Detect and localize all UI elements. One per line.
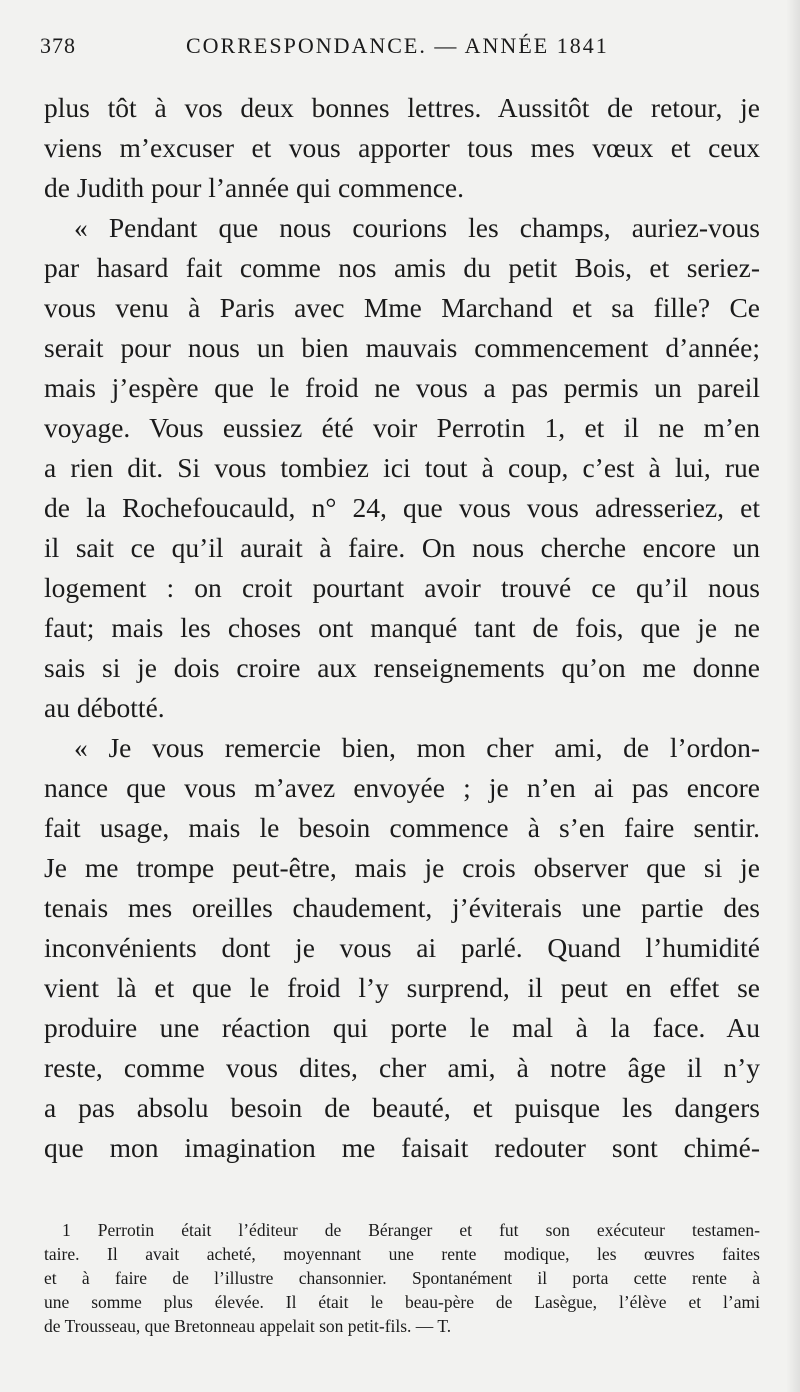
body-line: il sait ce qu’il aurait à faire. On nous cherche encore un [44, 532, 760, 563]
body-line: sais si je dois croire aux renseignements qu’on me donne [44, 652, 760, 683]
body-line: serait pour nous un bien mauvais commencement d’année; [44, 332, 760, 363]
page-number: 378 [40, 33, 76, 58]
body-line: nance que vous m’avez envoyée ; je n’en ai pas encore [44, 772, 760, 803]
body-line: que mon imagination me faisait redouter sont chimé- [44, 1132, 760, 1163]
body-line: viens m’excuser et vous apporter tous mes vœux et ceux [44, 132, 760, 163]
body-line: « Pendant que nous courions les champs, auriez-vous [74, 212, 760, 243]
page-edge-shadow [786, 0, 800, 1392]
body-line: par hasard fait comme nos amis du petit Bois, et seriez- [44, 252, 760, 283]
body-line: vient là et que le froid l’y surprend, il peut en effet se [44, 972, 760, 1003]
footnote-line: taire. Il avait acheté, moyennant une rente modique, les œuvres faites [44, 1244, 760, 1264]
body-line: inconvénients dont je vous ai parlé. Quand l’humidité [44, 932, 760, 963]
footnote-line: et à faire de l’illustre chansonnier. Spontanément il porta cette rente à [44, 1268, 760, 1288]
running-title: CORRESPONDANCE. — ANNÉE 1841 [186, 33, 609, 58]
body-line: vous venu à Paris avec Mme Marchand et sa fille? Ce [44, 292, 760, 323]
body-text [44, 88, 760, 1168]
body-line: logement : on croit pourtant avoir trouvé ce qu’il nous [44, 572, 760, 603]
body-line: Je me trompe peut-être, mais je crois observer que si je [44, 852, 760, 883]
body-line: a rien dit. Si vous tombiez ici tout à coup, c’est à lui, rue [44, 452, 760, 483]
body-line: a pas absolu besoin de beauté, et puisque les dangers [44, 1092, 760, 1123]
body-line: faut; mais les choses ont manqué tant de fois, que je ne [44, 612, 760, 643]
body-line: de la Rochefoucauld, n° 24, que vous vous adresseriez, et [44, 492, 760, 523]
footnotes [44, 1218, 760, 1338]
body-line: mais j’espère que le froid ne vous a pas permis un pareil [44, 372, 760, 403]
body-line: de Judith pour l’année qui commence. [44, 172, 465, 203]
body-line: fait usage, mais le besoin commence à s’en faire sentir. [44, 812, 760, 843]
body-line: voyage. Vous eussiez été voir Perrotin 1, et il ne m’en [44, 412, 760, 443]
body-line: « Je vous remercie bien, mon cher ami, de l’ordon- [74, 732, 760, 763]
body-line: tenais mes oreilles chaudement, j’éviterais une partie des [44, 892, 760, 923]
body-line: au débotté. [44, 692, 165, 723]
footnote-line: 1 Perrotin était l’éditeur de Béranger et fut son exécuteur testamen- [62, 1220, 760, 1240]
body-line: produire une réaction qui porte le mal à la face. Au [44, 1012, 760, 1043]
footnote-line: de Trousseau, que Bretonneau appelait son petit-fils. — T. [44, 1316, 452, 1336]
running-head [40, 33, 760, 63]
body-line: plus tôt à vos deux bonnes lettres. Aussitôt de retour, je [44, 92, 760, 123]
footnote-line: une somme plus élevée. Il était le beau-père de Lasègue, l’élève et l’ami [44, 1292, 760, 1312]
body-line: reste, comme vous dites, cher ami, à notre âge il n’y [44, 1052, 760, 1083]
